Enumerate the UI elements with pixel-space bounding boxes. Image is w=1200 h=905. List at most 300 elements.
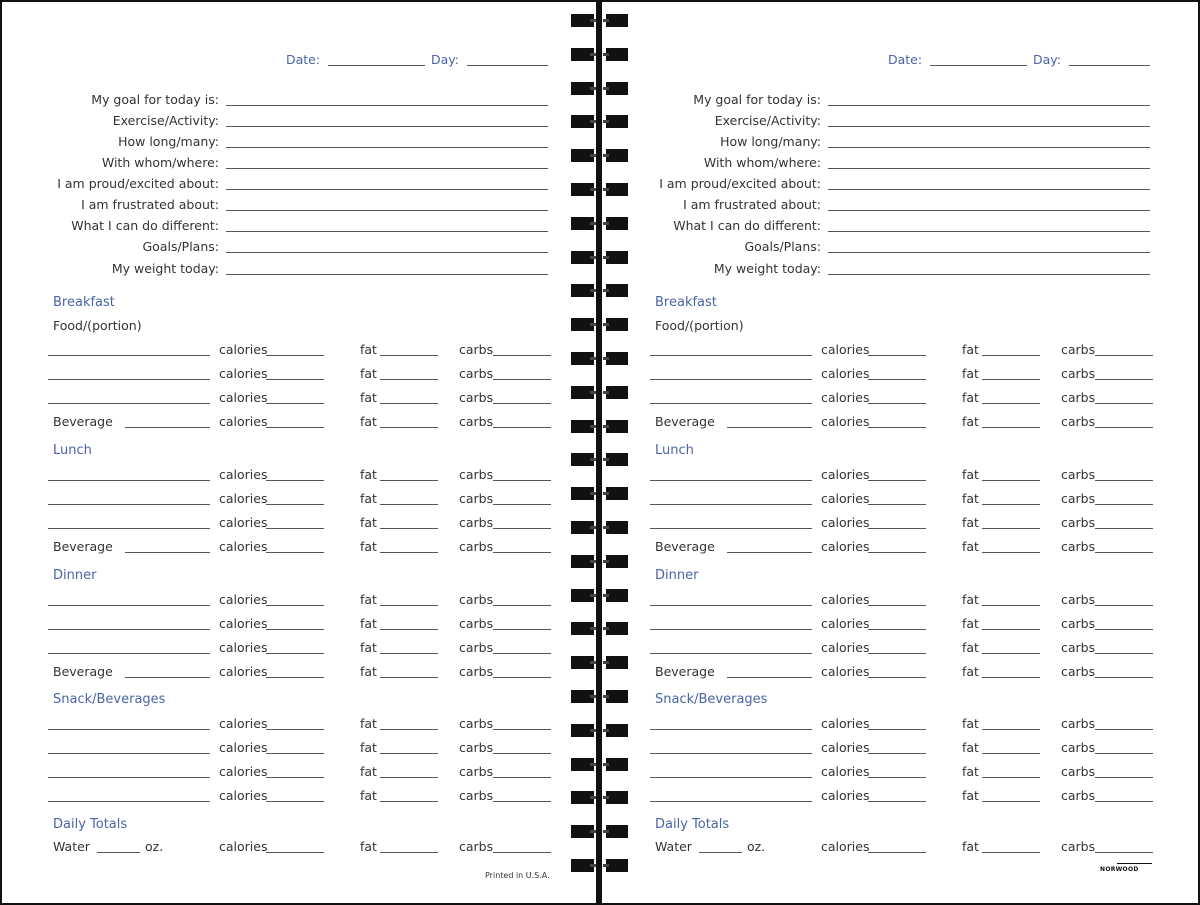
calories-label: calories: [821, 539, 870, 554]
calories-field[interactable]: [868, 629, 926, 630]
calories-field[interactable]: [266, 777, 324, 778]
carbs-label: carbs: [1061, 515, 1096, 530]
day-field[interactable]: [1069, 65, 1150, 66]
carbs-label: carbs: [459, 640, 494, 655]
calories-field[interactable]: [868, 605, 926, 606]
question-answer-field[interactable]: [226, 147, 548, 148]
fat-field[interactable]: [982, 801, 1040, 802]
beverage-label: Beverage: [655, 414, 715, 429]
food-item-field[interactable]: [650, 629, 812, 630]
spiral-coil: [571, 352, 594, 365]
food-item-field[interactable]: [650, 480, 812, 481]
spiral-coil: [571, 758, 594, 771]
beverage-field[interactable]: [727, 552, 812, 553]
day-field[interactable]: [467, 65, 548, 66]
carbs-field[interactable]: [493, 677, 551, 678]
fat-field[interactable]: [380, 777, 438, 778]
carbs-field[interactable]: [1095, 753, 1153, 754]
snack-heading: Snack/Beverages: [655, 692, 768, 707]
fat-field[interactable]: [982, 777, 1040, 778]
carbs-label: carbs: [459, 342, 494, 357]
calories-label: calories: [821, 716, 870, 731]
question-label: How long/many:: [720, 134, 821, 149]
spiral-coil: [606, 149, 628, 162]
fat-field[interactable]: [380, 677, 438, 678]
breakfast-heading: Breakfast: [655, 295, 717, 310]
calories-field[interactable]: [868, 427, 926, 428]
food-item-field[interactable]: [48, 480, 210, 481]
fat-label: fat: [360, 515, 377, 530]
food-item-field[interactable]: [48, 528, 210, 529]
calories-label: calories: [821, 592, 870, 607]
food-item-field[interactable]: [650, 729, 812, 730]
calories-label: calories: [219, 839, 268, 854]
question-label: My weight today:: [713, 261, 821, 276]
spiral-coil: [606, 14, 628, 27]
calories-field[interactable]: [266, 653, 324, 654]
spiral-coil: [571, 183, 594, 196]
fat-label: fat: [962, 515, 979, 530]
calories-label: calories: [821, 414, 870, 429]
fat-field[interactable]: [982, 355, 1040, 356]
calories-label: calories: [219, 616, 268, 631]
question-answer-field[interactable]: [226, 252, 548, 253]
water-field[interactable]: [699, 852, 742, 853]
calories-label: calories: [219, 491, 268, 506]
fat-label: fat: [360, 716, 377, 731]
oz-label: oz.: [145, 839, 164, 854]
calories-label: calories: [219, 390, 268, 405]
fat-label: fat: [360, 342, 377, 357]
calories-field[interactable]: [266, 852, 324, 853]
calories-field[interactable]: [266, 729, 324, 730]
carbs-field[interactable]: [1095, 852, 1153, 853]
carbs-field[interactable]: [1095, 528, 1153, 529]
food-item-field[interactable]: [650, 801, 812, 802]
calories-label: calories: [821, 366, 870, 381]
carbs-field[interactable]: [493, 504, 551, 505]
carbs-label: carbs: [1061, 491, 1096, 506]
question-answer-field[interactable]: [226, 231, 548, 232]
fat-field[interactable]: [380, 801, 438, 802]
calories-field[interactable]: [868, 729, 926, 730]
fat-field[interactable]: [982, 379, 1040, 380]
food-item-field[interactable]: [48, 801, 210, 802]
food-item-field[interactable]: [48, 753, 210, 754]
calories-field[interactable]: [868, 355, 926, 356]
spiral-coil: [571, 217, 594, 230]
journal-page-left: [0, 0, 596, 905]
fat-field[interactable]: [380, 379, 438, 380]
calories-label: calories: [219, 342, 268, 357]
carbs-field[interactable]: [1095, 677, 1153, 678]
food-item-field[interactable]: [48, 629, 210, 630]
carbs-field[interactable]: [493, 629, 551, 630]
spiral-coil: [606, 521, 628, 534]
carbs-label: carbs: [459, 390, 494, 405]
food-item-field[interactable]: [650, 653, 812, 654]
question-label: I am proud/excited about:: [659, 176, 821, 191]
calories-field[interactable]: [266, 403, 324, 404]
fat-field[interactable]: [380, 504, 438, 505]
calories-field[interactable]: [266, 427, 324, 428]
food-item-field[interactable]: [48, 605, 210, 606]
calories-label: calories: [219, 515, 268, 530]
question-answer-field[interactable]: [828, 105, 1150, 106]
spiral-coil: [571, 690, 594, 703]
calories-label: calories: [821, 839, 870, 854]
fat-field[interactable]: [380, 653, 438, 654]
spiral-coil: [606, 318, 628, 331]
beverage-field[interactable]: [727, 427, 812, 428]
fat-field[interactable]: [380, 355, 438, 356]
calories-field[interactable]: [868, 480, 926, 481]
question-answer-field[interactable]: [226, 168, 548, 169]
calories-field[interactable]: [868, 504, 926, 505]
beverage-field[interactable]: [125, 677, 210, 678]
food-item-field[interactable]: [650, 777, 812, 778]
food-item-field[interactable]: [650, 504, 812, 505]
norwood-logo: NORWOOD: [1100, 866, 1139, 873]
question-label: My goal for today is:: [693, 92, 821, 107]
carbs-field[interactable]: [1095, 379, 1153, 380]
carbs-field[interactable]: [493, 729, 551, 730]
question-label: Goals/Plans:: [744, 239, 821, 254]
question-label: How long/many:: [118, 134, 219, 149]
fat-label: fat: [962, 740, 979, 755]
carbs-label: carbs: [459, 414, 494, 429]
calories-label: calories: [821, 342, 870, 357]
fat-label: fat: [962, 788, 979, 803]
question-label: My goal for today is:: [91, 92, 219, 107]
fat-field[interactable]: [982, 427, 1040, 428]
carbs-label: carbs: [1061, 839, 1096, 854]
carbs-field[interactable]: [493, 528, 551, 529]
spiral-coil: [606, 555, 628, 568]
carbs-field[interactable]: [493, 801, 551, 802]
carbs-field[interactable]: [493, 552, 551, 553]
carbs-field[interactable]: [1095, 605, 1153, 606]
carbs-field[interactable]: [1095, 355, 1153, 356]
fat-field[interactable]: [982, 480, 1040, 481]
question-answer-field[interactable]: [828, 274, 1150, 275]
fat-label: fat: [962, 366, 979, 381]
spiral-coil: [606, 420, 628, 433]
fat-field[interactable]: [380, 427, 438, 428]
question-label: I am frustrated about:: [683, 197, 821, 212]
food-item-field[interactable]: [48, 504, 210, 505]
carbs-label: carbs: [459, 539, 494, 554]
water-label: Water: [53, 839, 90, 854]
food-portion-label: Food/(portion): [655, 318, 744, 333]
calories-field[interactable]: [868, 379, 926, 380]
food-item-field[interactable]: [650, 753, 812, 754]
spiral-coil: [571, 825, 594, 838]
fat-field[interactable]: [380, 629, 438, 630]
question-answer-field[interactable]: [226, 274, 548, 275]
spiral-coil: [606, 791, 628, 804]
calories-label: calories: [219, 740, 268, 755]
date-field[interactable]: [328, 65, 425, 66]
calories-label: calories: [219, 640, 268, 655]
fat-field[interactable]: [982, 729, 1040, 730]
carbs-field[interactable]: [493, 605, 551, 606]
calories-label: calories: [219, 664, 268, 679]
spiral-coil: [571, 386, 594, 399]
spiral-coil: [571, 420, 594, 433]
fat-field[interactable]: [982, 605, 1040, 606]
spiral-coil: [571, 791, 594, 804]
beverage-label: Beverage: [53, 664, 113, 679]
calories-field[interactable]: [868, 753, 926, 754]
water-field[interactable]: [97, 852, 140, 853]
food-item-field[interactable]: [48, 379, 210, 380]
carbs-field[interactable]: [1095, 504, 1153, 505]
carbs-field[interactable]: [1095, 403, 1153, 404]
fat-field[interactable]: [982, 552, 1040, 553]
fat-field[interactable]: [380, 852, 438, 853]
carbs-label: carbs: [1061, 640, 1096, 655]
spiral-coil: [571, 251, 594, 264]
fat-field[interactable]: [982, 677, 1040, 678]
carbs-label: carbs: [459, 491, 494, 506]
food-item-field[interactable]: [650, 528, 812, 529]
food-item-field[interactable]: [48, 729, 210, 730]
carbs-field[interactable]: [493, 852, 551, 853]
carbs-label: carbs: [459, 716, 494, 731]
fat-field[interactable]: [380, 403, 438, 404]
calories-field[interactable]: [266, 605, 324, 606]
snack-heading: Snack/Beverages: [53, 692, 166, 707]
question-answer-field[interactable]: [226, 105, 548, 106]
calories-field[interactable]: [266, 629, 324, 630]
calories-field[interactable]: [868, 677, 926, 678]
carbs-field[interactable]: [1095, 653, 1153, 654]
fat-field[interactable]: [982, 653, 1040, 654]
food-item-field[interactable]: [650, 355, 812, 356]
beverage-label: Beverage: [53, 539, 113, 554]
carbs-field[interactable]: [493, 355, 551, 356]
carbs-field[interactable]: [1095, 729, 1153, 730]
calories-field[interactable]: [868, 801, 926, 802]
fat-field[interactable]: [380, 480, 438, 481]
question-answer-field[interactable]: [226, 189, 548, 190]
carbs-label: carbs: [1061, 716, 1096, 731]
carbs-field[interactable]: [1095, 629, 1153, 630]
carbs-label: carbs: [459, 740, 494, 755]
spiral-coil: [571, 555, 594, 568]
carbs-label: carbs: [459, 592, 494, 607]
calories-label: calories: [219, 414, 268, 429]
fat-label: fat: [360, 788, 377, 803]
food-item-field[interactable]: [48, 777, 210, 778]
spiral-coil: [606, 487, 628, 500]
spiral-coil: [606, 82, 628, 95]
logo-swoosh: [1117, 863, 1152, 864]
calories-label: calories: [821, 616, 870, 631]
carbs-label: carbs: [1061, 390, 1096, 405]
carbs-label: carbs: [1061, 616, 1096, 631]
calories-label: calories: [821, 764, 870, 779]
food-item-field[interactable]: [650, 379, 812, 380]
carbs-field[interactable]: [1095, 480, 1153, 481]
beverage-field[interactable]: [125, 552, 210, 553]
carbs-field[interactable]: [1095, 801, 1153, 802]
carbs-field[interactable]: [1095, 777, 1153, 778]
carbs-field[interactable]: [1095, 427, 1153, 428]
question-answer-field[interactable]: [828, 126, 1150, 127]
carbs-field[interactable]: [493, 480, 551, 481]
fat-label: fat: [962, 839, 979, 854]
breakfast-heading: Breakfast: [53, 295, 115, 310]
fat-label: fat: [360, 366, 377, 381]
spiral-coil: [606, 589, 628, 602]
date-label: Date:: [286, 52, 321, 67]
spiral-coil: [571, 284, 594, 297]
spiral-coil: [606, 251, 628, 264]
spiral-coil: [606, 690, 628, 703]
carbs-field[interactable]: [493, 403, 551, 404]
printed-in-usa-text: Printed in U.S.A.: [485, 871, 550, 880]
carbs-label: carbs: [1061, 467, 1096, 482]
carbs-label: carbs: [1061, 788, 1096, 803]
calories-field[interactable]: [266, 801, 324, 802]
question-answer-field[interactable]: [828, 168, 1150, 169]
calories-field[interactable]: [266, 528, 324, 529]
question-answer-field[interactable]: [828, 231, 1150, 232]
fat-field[interactable]: [982, 528, 1040, 529]
question-answer-field[interactable]: [226, 210, 548, 211]
calories-field[interactable]: [868, 777, 926, 778]
daily-totals-heading: Daily Totals: [655, 817, 730, 832]
calories-label: calories: [821, 788, 870, 803]
calories-field[interactable]: [868, 852, 926, 853]
date-label: Date:: [888, 52, 923, 67]
fat-label: fat: [962, 539, 979, 554]
calories-field[interactable]: [266, 753, 324, 754]
carbs-label: carbs: [459, 664, 494, 679]
spiral-coil: [571, 318, 594, 331]
fat-label: fat: [360, 664, 377, 679]
food-item-field[interactable]: [48, 403, 210, 404]
fat-field[interactable]: [982, 504, 1040, 505]
fat-label: fat: [962, 414, 979, 429]
question-answer-field[interactable]: [828, 189, 1150, 190]
carbs-field[interactable]: [1095, 552, 1153, 553]
calories-field[interactable]: [266, 355, 324, 356]
fat-label: fat: [360, 390, 377, 405]
fat-field[interactable]: [982, 852, 1040, 853]
fat-label: fat: [962, 491, 979, 506]
fat-field[interactable]: [380, 729, 438, 730]
carbs-field[interactable]: [493, 379, 551, 380]
question-answer-field[interactable]: [226, 126, 548, 127]
calories-label: calories: [821, 515, 870, 530]
fat-field[interactable]: [380, 552, 438, 553]
question-label: With whom/where:: [101, 155, 219, 170]
date-field[interactable]: [930, 65, 1027, 66]
calories-field[interactable]: [868, 403, 926, 404]
fat-label: fat: [962, 390, 979, 405]
spiral-coil: [571, 82, 594, 95]
beverage-field[interactable]: [727, 677, 812, 678]
journal-page-right: [602, 0, 1198, 905]
carbs-label: carbs: [459, 515, 494, 530]
question-label: What I can do different:: [71, 218, 219, 233]
food-item-field[interactable]: [650, 605, 812, 606]
spiral-coil: [606, 453, 628, 466]
calories-field[interactable]: [868, 552, 926, 553]
fat-label: fat: [360, 616, 377, 631]
question-answer-field[interactable]: [828, 252, 1150, 253]
carbs-label: carbs: [1061, 414, 1096, 429]
calories-label: calories: [821, 740, 870, 755]
spiral-spine: [596, 0, 602, 905]
calories-field[interactable]: [266, 379, 324, 380]
fat-label: fat: [360, 839, 377, 854]
food-item-field[interactable]: [650, 403, 812, 404]
fat-field[interactable]: [380, 753, 438, 754]
fat-field[interactable]: [982, 403, 1040, 404]
question-answer-field[interactable]: [828, 147, 1150, 148]
fat-label: fat: [962, 592, 979, 607]
fat-field[interactable]: [380, 605, 438, 606]
fat-label: fat: [962, 467, 979, 482]
carbs-label: carbs: [1061, 366, 1096, 381]
daily-totals-heading: Daily Totals: [53, 817, 128, 832]
calories-field[interactable]: [266, 552, 324, 553]
beverage-label: Beverage: [655, 664, 715, 679]
carbs-field[interactable]: [493, 653, 551, 654]
fat-field[interactable]: [982, 753, 1040, 754]
fat-label: fat: [360, 414, 377, 429]
fat-label: fat: [962, 664, 979, 679]
fat-label: fat: [962, 764, 979, 779]
carbs-field[interactable]: [493, 427, 551, 428]
fat-label: fat: [360, 640, 377, 655]
calories-field[interactable]: [868, 653, 926, 654]
fat-label: fat: [962, 640, 979, 655]
question-label: With whom/where:: [703, 155, 821, 170]
calories-label: calories: [219, 467, 268, 482]
beverage-field[interactable]: [125, 427, 210, 428]
lunch-heading: Lunch: [53, 443, 92, 458]
spiral-coil: [606, 622, 628, 635]
calories-field[interactable]: [266, 504, 324, 505]
carbs-field[interactable]: [493, 753, 551, 754]
carbs-label: carbs: [1061, 740, 1096, 755]
calories-label: calories: [821, 467, 870, 482]
fat-field[interactable]: [982, 629, 1040, 630]
question-label: I am frustrated about:: [81, 197, 219, 212]
food-portion-label: Food/(portion): [53, 318, 142, 333]
calories-field[interactable]: [868, 528, 926, 529]
calories-field[interactable]: [266, 677, 324, 678]
question-label: Goals/Plans:: [142, 239, 219, 254]
spiral-coil: [606, 724, 628, 737]
dinner-heading: Dinner: [53, 568, 97, 583]
calories-field[interactable]: [266, 480, 324, 481]
spiral-coil: [571, 859, 594, 872]
carbs-label: carbs: [1061, 342, 1096, 357]
carbs-label: carbs: [459, 788, 494, 803]
food-item-field[interactable]: [48, 653, 210, 654]
fat-field[interactable]: [380, 528, 438, 529]
carbs-field[interactable]: [493, 777, 551, 778]
food-item-field[interactable]: [48, 355, 210, 356]
question-answer-field[interactable]: [828, 210, 1150, 211]
spiral-coil: [571, 622, 594, 635]
